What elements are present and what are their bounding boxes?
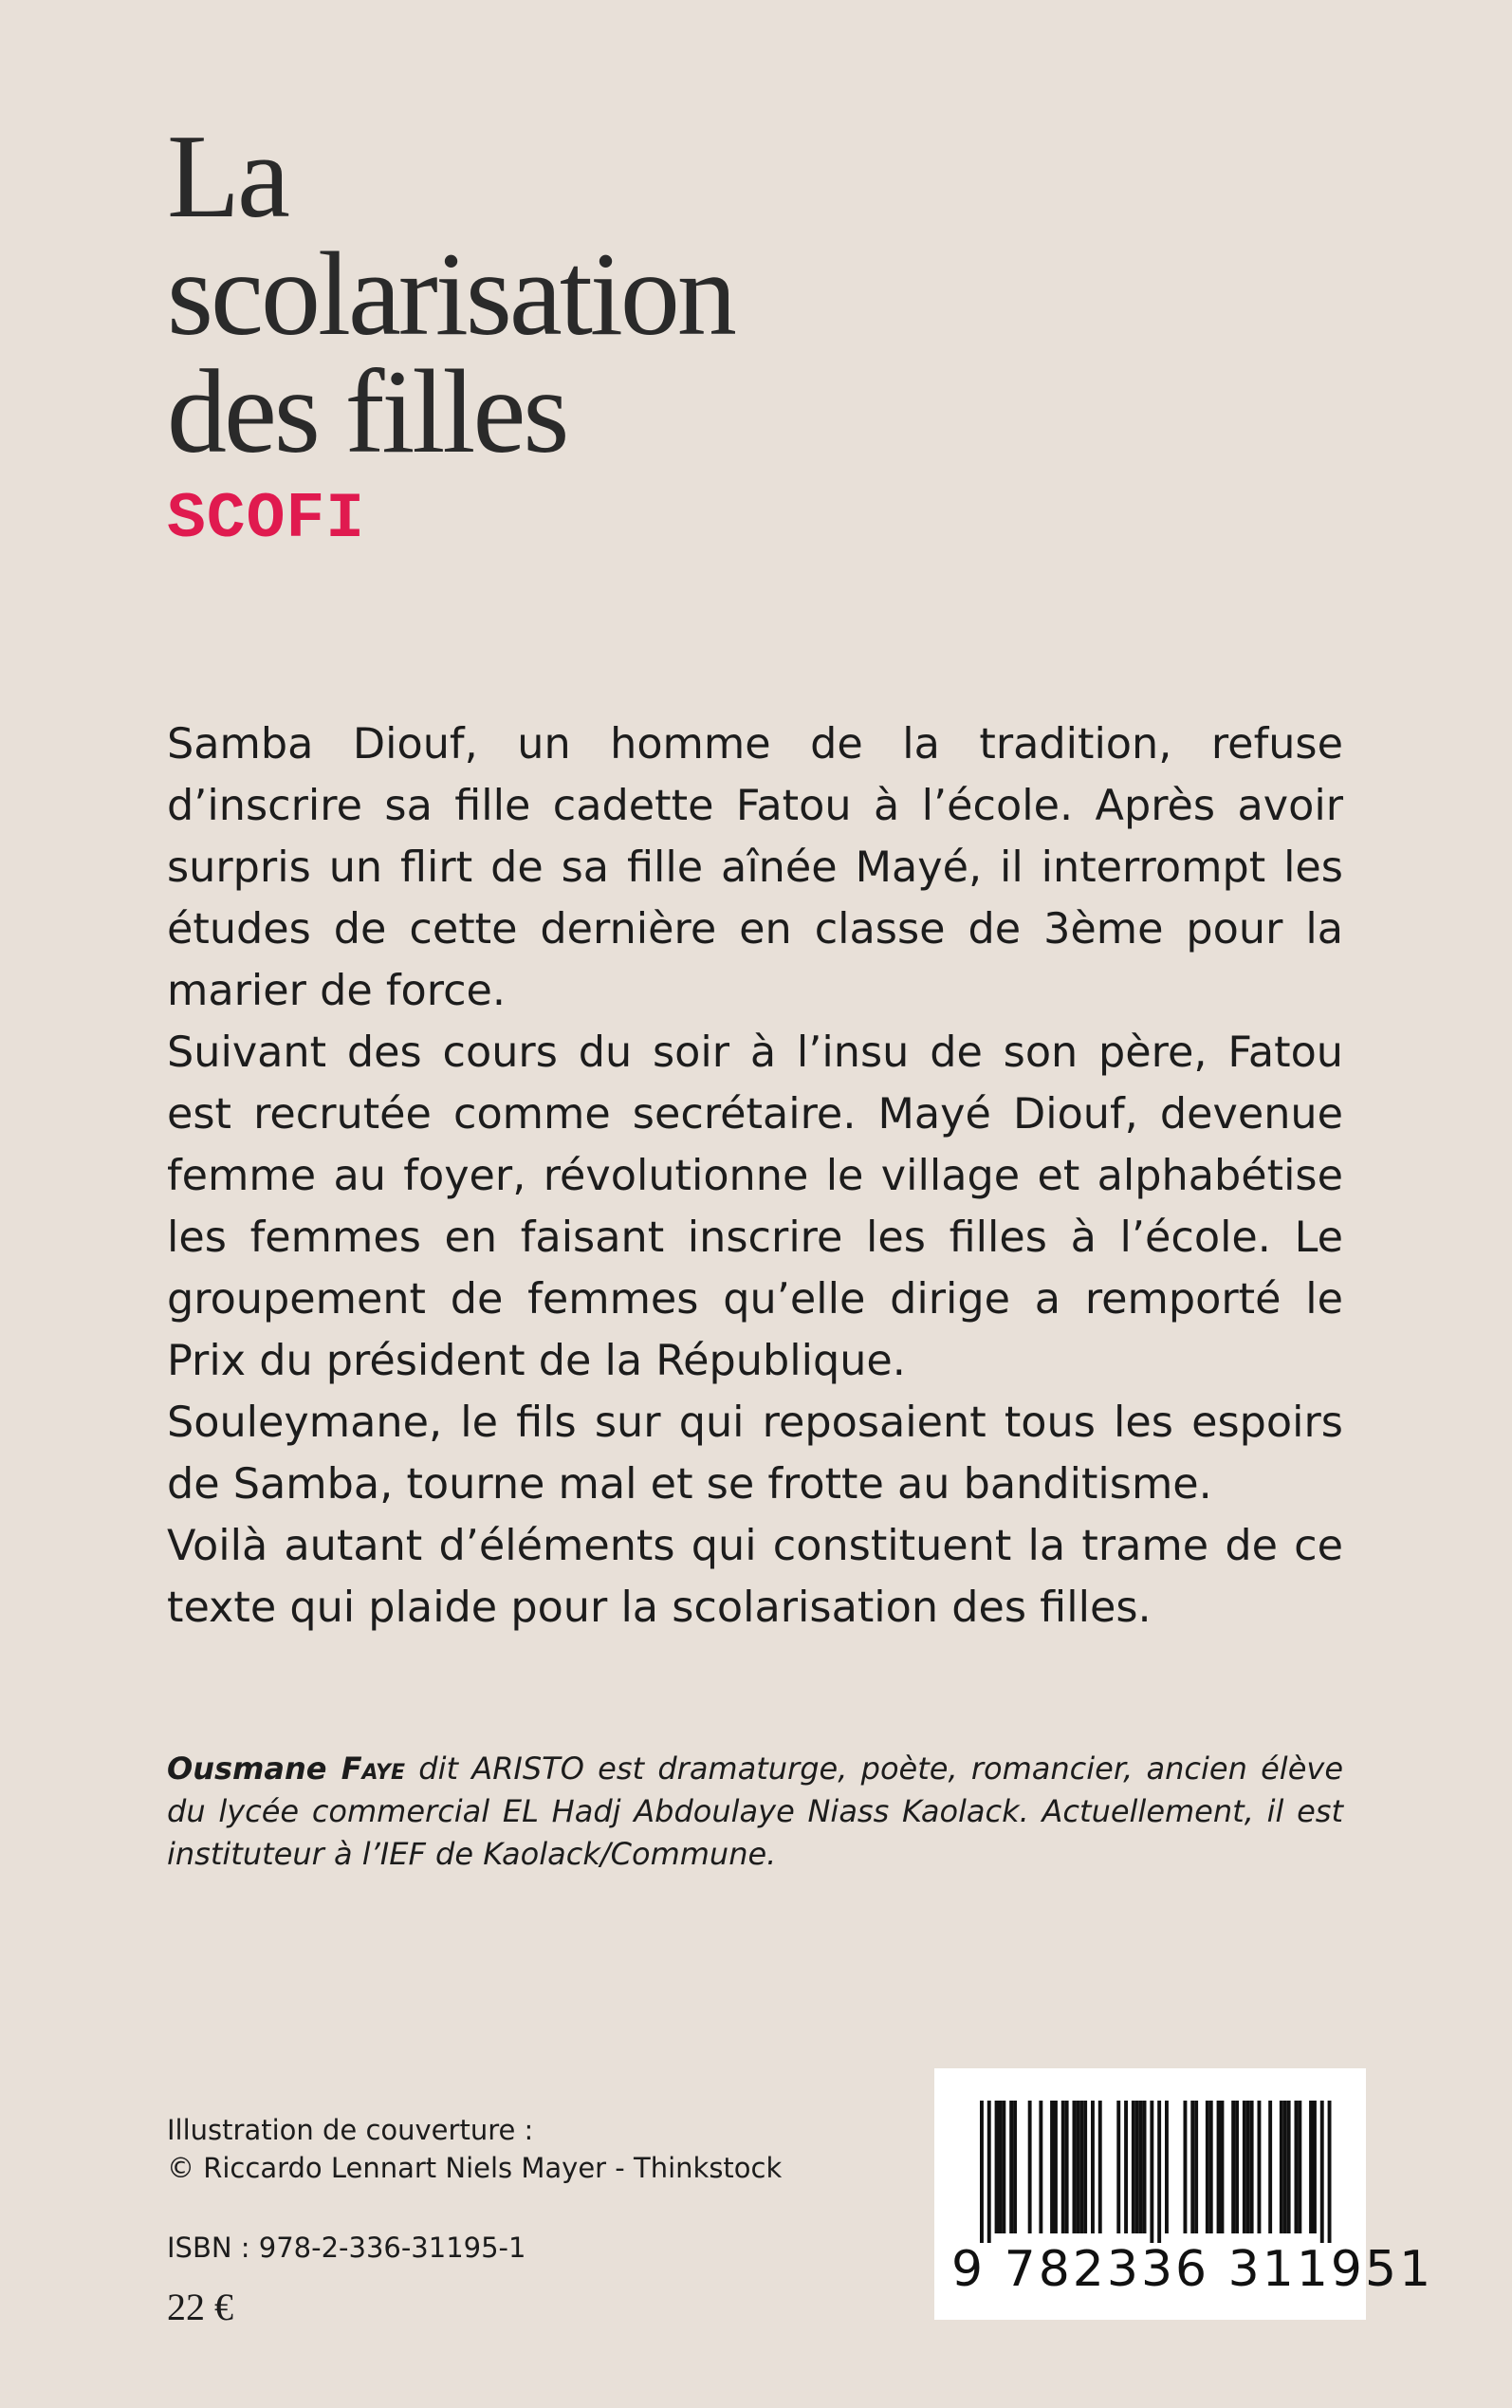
barcode-bar: [1217, 2101, 1221, 2233]
barcode-bar: [1009, 2101, 1013, 2233]
barcode-bar: [1280, 2101, 1283, 2233]
barcode-bar: [1298, 2101, 1301, 2233]
barcode-bar: [1157, 2101, 1161, 2243]
barcode-bar: [1076, 2101, 1079, 2233]
barcode-bar: [1231, 2101, 1235, 2233]
barcode-digits: 9 782336 311951: [951, 2241, 1434, 2298]
barcode-bar: [1135, 2101, 1139, 2233]
barcode-bar: [1065, 2101, 1069, 2233]
barcode-bars: [965, 2101, 1339, 2243]
barcode-bar: [1309, 2101, 1313, 2233]
barcode-bar: [1039, 2101, 1042, 2233]
barcode-bar: [1116, 2101, 1120, 2233]
title-line-2: scolarisation: [167, 229, 734, 361]
author-bio: [167, 1748, 1343, 1876]
price: 22 €: [167, 2286, 233, 2328]
barcode-bar: [995, 2101, 999, 2233]
title-line-1: La: [167, 111, 287, 243]
barcode-bar: [1073, 2101, 1077, 2233]
blurb-paragraph-2: Suivant des cours du soir à l’insu de son père, Fatou est recrutée comme secrétaire. Mayé Diouf, devenue femme au foyer, révolutionne le village et alphabétise les femmes en faisant inscrire les filles à l’école. Le groupement de femmes qu’elle dirige a remporté le Prix du président de la République.: [167, 1028, 1343, 1385]
blurb-paragraph-3: Souleymane, le fils sur qui reposaient tous les espoirs de Samba, tourne mal et se frotte au banditisme.: [167, 1398, 1343, 1509]
barcode-bar: [1206, 2101, 1209, 2233]
barcode-bar: [1295, 2101, 1299, 2233]
barcode-bar: [999, 2101, 1003, 2233]
credit-line-2: © Riccardo Lennart Niels Mayer - Thinkstock: [167, 2152, 783, 2184]
barcode-bar: [1287, 2101, 1291, 2233]
barcode-bar: [1328, 2101, 1332, 2243]
barcode-bar: [1184, 2101, 1188, 2233]
barcode-bar: [1139, 2101, 1143, 2233]
barcode-bar: [1194, 2101, 1198, 2233]
blurb-paragraph-4: Voilà autant d’éléments qui constituent la trame de ce texte qui plaide pour la scolarisation des filles.: [167, 1522, 1343, 1632]
barcode-bar: [1083, 2101, 1087, 2233]
book-title: [167, 111, 1116, 478]
blurb-paragraph-1: Samba Diouf, un homme de la tradition, refuse d’inscrire sa fille cadette Fatou à l’école. Après avoir surpris un flirt de sa fille aînée Mayé, il interrompt les études de cette dernière en classe de 3ème pour la marier de force.: [167, 720, 1343, 1015]
barcode-bar: [1132, 2101, 1135, 2233]
barcode-bar: [1283, 2101, 1287, 2233]
title-line-3: des filles: [167, 346, 567, 478]
barcode-bar: [1246, 2101, 1250, 2233]
barcode-bar: [1050, 2101, 1054, 2233]
barcode-bar: [1061, 2101, 1065, 2233]
barcode-bar: [1250, 2101, 1254, 2233]
author-name: [167, 1750, 405, 1787]
barcode-bar: [1320, 2101, 1324, 2243]
barcode-bar: [1028, 2101, 1032, 2233]
barcode-bar: [1165, 2101, 1169, 2233]
barcode-bar: [1209, 2101, 1213, 2233]
back-cover-blurb: [167, 713, 1343, 1639]
credit-line-1: Illustration de couverture :: [167, 2114, 534, 2146]
barcode-bar: [1243, 2101, 1246, 2233]
barcode-bar: [1124, 2101, 1128, 2233]
barcode-bar: [1098, 2101, 1102, 2233]
author-last-name: Faye: [341, 1750, 406, 1787]
barcode-bar: [1013, 2101, 1017, 2233]
barcode-bar: [1091, 2101, 1095, 2233]
author-first-name: Ousmane: [167, 1750, 341, 1787]
barcode-bar: [980, 2101, 984, 2243]
isbn: ISBN : 978-2-336-31195-1: [167, 2232, 526, 2264]
barcode-bar: [1268, 2101, 1272, 2233]
illustration-credit: [167, 2111, 782, 2187]
author-bio-text: dit ARISTO est dramaturge, poète, romancier, ancien élève du lycée commercial EL Hadj Abdoulaye Niass Kaolack. Actuellement, il est instituteur à l’IEF de Kaolack/Commune.: [167, 1750, 1343, 1872]
barcode: [934, 2068, 1434, 2320]
barcode-bar: [1313, 2101, 1317, 2233]
barcode-bar: [987, 2101, 991, 2243]
barcode-bar: [1002, 2101, 1005, 2233]
barcode-bar: [1190, 2101, 1194, 2233]
barcode-bar: [1054, 2101, 1058, 2233]
barcode-bar: [1143, 2101, 1147, 2233]
barcode-bar: [1150, 2101, 1153, 2243]
barcode-bar: [1079, 2101, 1083, 2233]
book-subtitle: SCOFI: [167, 483, 366, 556]
barcode-bar: [1235, 2101, 1239, 2233]
barcode-bar: [1258, 2101, 1262, 2233]
barcode-bar: [1221, 2101, 1225, 2233]
